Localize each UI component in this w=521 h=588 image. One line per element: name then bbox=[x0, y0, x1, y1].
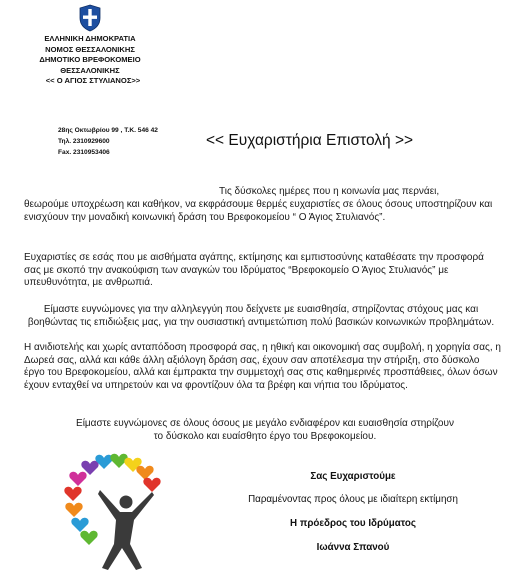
paragraph-3: Είμαστε ευγνώμονες για την αλληλεγγύη που δείχνετε με ευαισθησία, στηρίζοντας στόχους μας και βοηθώντας τις επιδιώξεις μας, για την ουσιαστική αντιμετώπιση πολύ βασικών κοινωνικών προβλημάτων. bbox=[27, 304, 495, 328]
header-line-1: ΕΛΛΗΝΙΚΗ ΔΗΜΟΚΡΑΤΙΑ bbox=[44, 34, 136, 43]
page-title: << Ευχαριστήρια Επιστολή >> bbox=[206, 132, 414, 149]
header-address: 28ης Οκτωβρίου 99 , Τ.Κ. 546 42 bbox=[58, 127, 158, 134]
signature-name: Ιωάννα Σπανού bbox=[316, 542, 390, 553]
header-fax: Fax. 2310953406 bbox=[58, 149, 110, 156]
header-line-4: ΘΕΣΣΑΛΟΝΙΚΗΣ bbox=[60, 65, 120, 75]
paragraph-4: Η ανιδιοτελής και χωρίς ανταπόδοση προσφορά σας, η ηθική και οικονομική σας συμβολή, η χορηγία σας, η Δωρεά σας, αλλά και κάθε άλλη αξιόλογη δράση σας, έχουν σαν αποτέλεσμα την στήριξη, στο δύσκολο έργο του Βρεφοκομείου, αλλά και έμπρακτα την συμμετοχή σας στις καθημερινές προσπάθειες, όλων όσων έχουν ενταχθεί να υπηρετούν και να φροντίζουν όλα τα βρέφη και νήπια του Ιδρύματος. bbox=[24, 342, 501, 391]
signature-thanks: Σας Ευχαριστούμε bbox=[310, 471, 396, 482]
header-phone: Τηλ. 2310929600 bbox=[58, 138, 110, 145]
header-line-5: << Ο ΑΓΙΟΣ ΣΤΥΛΙΑΝΟΣ>> bbox=[45, 76, 141, 86]
paragraph-2: Ευχαριστίες σε εσάς που με αισθήματα αγάπης, εκτίμησης και εμπιστοσύνης καταθέσατε την προσφορά σας με σκοπό την ανακούφιση των αναγκών του Ιδρύματος “Βρεφοκομείο Ο Άγιος Στυλιανός” με υπευθυνότητα, με ανθρωπιά. bbox=[24, 252, 484, 289]
paragraph-1: θεωρούμε υποχρέωση και καθήκον, να εκφράσουμε θερμές ευχαριστίες σε όλους όσους υποστηρίζουν και ενισχύουν την μοναδική κοινωνική δράση του Βρεφοκομείου “ Ο Άγιος Στυλιανός”. bbox=[24, 199, 493, 223]
paragraph-5: Είμαστε ευγνώμονες σε όλους όσους με μεγάλο ενδιαφέρον και ευαισθησία στηρίζουν το δύσκολο και ευαίσθητο έργο του Βρεφοκομείου. bbox=[76, 418, 454, 442]
greek-emblem-icon bbox=[78, 4, 102, 32]
signature-regards: Παραμένοντας προς όλους με ιδιαίτερη εκτίμηση bbox=[248, 494, 458, 505]
header-line-3: ΔΗΜΟΤΙΚΟ ΒΡΕΦΟΚΟΜΕΙΟ bbox=[39, 55, 141, 65]
foundation-logo-icon bbox=[60, 450, 170, 575]
signature-role: Η πρόεδρος του Ιδρύματος bbox=[290, 518, 416, 529]
paragraph-1-first-line: Τις δύσκολες ημέρες που η κοινωνία μας περνάει, bbox=[219, 186, 440, 197]
header-line-2: ΝΟΜΟΣ ΘΕΣΣΑΛΟΝΙΚΗΣ bbox=[45, 44, 135, 54]
